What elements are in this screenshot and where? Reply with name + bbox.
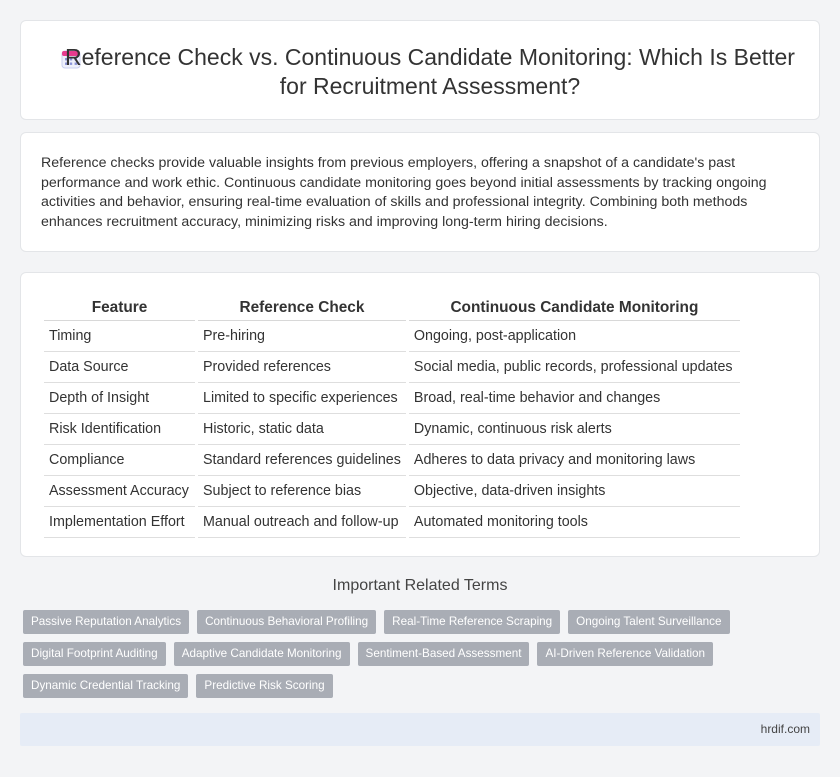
footer-site-link[interactable]: hrdif.com — [760, 722, 810, 736]
header-reference-check: Reference Check — [198, 295, 406, 321]
related-term-tag[interactable]: Predictive Risk Scoring — [196, 674, 332, 698]
cell-reference-check: Subject to reference bias — [198, 476, 406, 507]
intro-card — [20, 132, 820, 252]
page-title: Reference Check vs. Continuous Candidate Monitoring: Which Is Better for Recruitment Assessment? — [65, 44, 795, 99]
related-term-tag[interactable]: Passive Reputation Analytics — [23, 610, 189, 634]
cell-reference-check: Provided references — [198, 352, 406, 383]
header-feature: Feature — [44, 295, 195, 321]
cell-continuous-monitoring: Ongoing, post-application — [409, 321, 740, 352]
table-row — [44, 445, 740, 476]
cell-feature: Timing — [44, 321, 195, 352]
title-card — [20, 20, 820, 120]
cell-continuous-monitoring: Automated monitoring tools — [409, 507, 740, 538]
table-row — [44, 507, 740, 538]
related-terms-list — [23, 610, 803, 698]
cell-reference-check: Historic, static data — [198, 414, 406, 445]
related-term-tag[interactable]: AI-Driven Reference Validation — [537, 642, 713, 666]
related-term-tag[interactable]: Digital Footprint Auditing — [23, 642, 166, 666]
related-term-tag[interactable]: Ongoing Talent Surveillance — [568, 610, 729, 634]
related-term-tag[interactable]: Continuous Behavioral Profiling — [197, 610, 376, 634]
cell-reference-check: Limited to specific experiences — [198, 383, 406, 414]
table-header-row — [44, 295, 740, 321]
comparison-table — [41, 295, 743, 538]
table-row — [44, 352, 740, 383]
cell-feature: Risk Identification — [44, 414, 195, 445]
comparison-card — [20, 272, 820, 557]
cell-continuous-monitoring: Objective, data-driven insights — [409, 476, 740, 507]
header-continuous-monitoring: Continuous Candidate Monitoring — [409, 295, 740, 321]
footer — [20, 713, 820, 746]
cell-feature: Depth of Insight — [44, 383, 195, 414]
cell-feature: Assessment Accuracy — [44, 476, 195, 507]
cell-reference-check: Manual outreach and follow-up — [198, 507, 406, 538]
cell-continuous-monitoring: Dynamic, continuous risk alerts — [409, 414, 740, 445]
cell-continuous-monitoring: Broad, real-time behavior and changes — [409, 383, 740, 414]
cell-feature: Implementation Effort — [44, 507, 195, 538]
related-term-tag[interactable]: Adaptive Candidate Monitoring — [174, 642, 350, 666]
related-terms-heading: Important Related Terms — [332, 577, 508, 594]
cell-continuous-monitoring: Social media, public records, professional updates — [409, 352, 740, 383]
cell-reference-check: Standard references guidelines — [198, 445, 406, 476]
table-row — [44, 321, 740, 352]
related-term-tag[interactable]: Real-Time Reference Scraping — [384, 610, 560, 634]
cell-feature: Data Source — [44, 352, 195, 383]
intro-paragraph: Reference checks provide valuable insights from previous employers, offering a snapshot of a candidate's past performance and work ethic. Continuous candidate monitoring goes beyond initial assessments by tracking ongoing activities and behavior, ensuring real-time evaluation of skills and professional integrity. Combining both methods enhances recruitment accuracy, minimizing risks and improving long-term hiring decisions. — [41, 155, 767, 230]
cell-feature: Compliance — [44, 445, 195, 476]
related-term-tag[interactable]: Sentiment-Based Assessment — [358, 642, 530, 666]
cell-reference-check: Pre-hiring — [198, 321, 406, 352]
table-row — [44, 476, 740, 507]
related-term-tag[interactable]: Dynamic Credential Tracking — [23, 674, 188, 698]
cell-continuous-monitoring: Adheres to data privacy and monitoring laws — [409, 445, 740, 476]
table-row — [44, 383, 740, 414]
table-row — [44, 414, 740, 445]
